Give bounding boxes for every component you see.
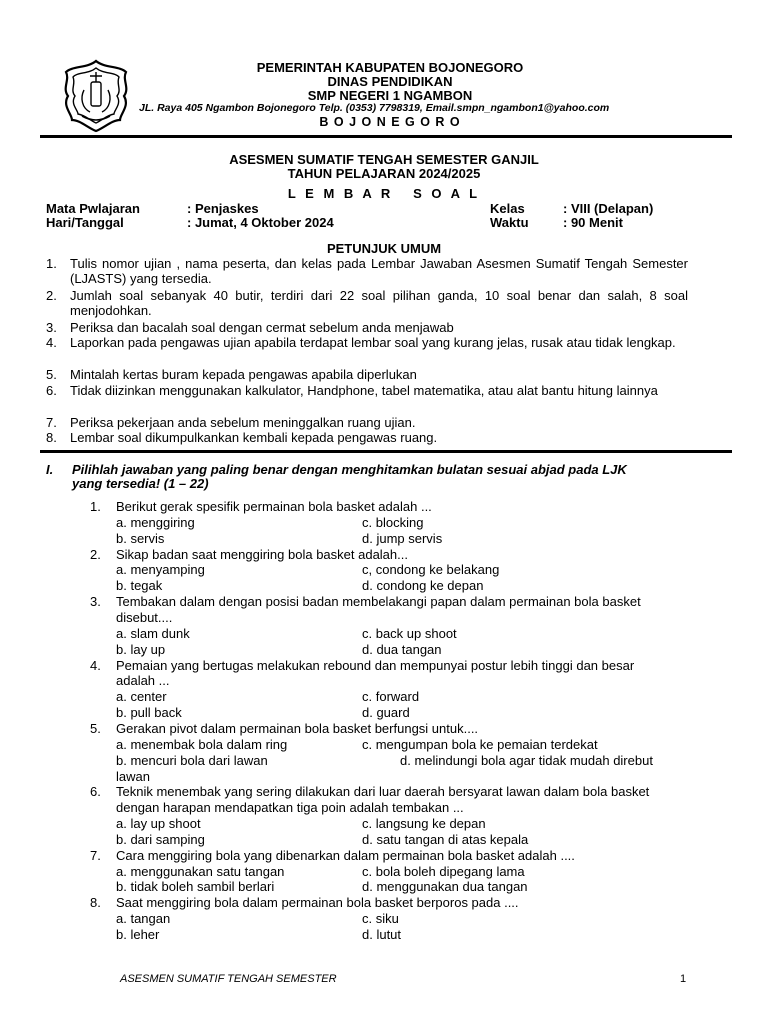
- option-d-cont: lawan: [116, 769, 150, 784]
- option-c: c. langsung ke depan: [362, 816, 486, 831]
- option-b: b. mencuri bola dari lawan: [116, 753, 268, 768]
- question-number: 1.: [90, 499, 101, 514]
- subject-value: : Penjaskes: [187, 201, 259, 216]
- instruction-text: Tulis nomor ujian , nama peserta, dan kelas pada Lembar Jawaban Asesmen Sumatif Tengah Semester (LJASTS) yang tersedia.: [70, 256, 688, 287]
- question-text-cont: disebut....: [116, 610, 173, 625]
- school-title: SMP NEGERI 1 NGAMBON: [307, 88, 473, 103]
- question-text: Berikut gerak spesifik permainan bola basket adalah ...: [116, 499, 432, 514]
- option-d: d. lutut: [362, 927, 402, 942]
- option-d: d. condong ke depan: [362, 578, 484, 593]
- city-name: B O J O N E G O R O: [319, 115, 461, 129]
- instruction-item: [46, 256, 688, 287]
- footer-title: ASESMEN SUMATIF TENGAH SEMESTER: [120, 973, 337, 985]
- date-label: Hari/Tanggal: [46, 215, 124, 230]
- instruction-item: [46, 320, 688, 335]
- option-a: a. slam dunk: [116, 626, 190, 641]
- page-number: 1: [680, 973, 687, 985]
- instruction-item: [46, 367, 688, 382]
- option-d: d. jump servis: [362, 531, 443, 546]
- gov-title: PEMERINTAH KABUPATEN BOJONEGORO: [256, 60, 524, 75]
- option-d: d. melindungi bola agar tidak mudah direbut: [400, 753, 653, 768]
- question-number: 4.: [90, 658, 101, 673]
- section-divider: [40, 450, 732, 453]
- instruction-number: 3.: [46, 320, 57, 335]
- instruction-text: Periksa pekerjaan anda sebelum meninggalkan ruang ujian.: [70, 415, 416, 430]
- instruction-number: 2.: [46, 288, 57, 303]
- section-number: I.: [46, 462, 54, 477]
- time-value: : 90 Menit: [563, 215, 623, 230]
- option-c: c. siku: [362, 911, 399, 926]
- question-text: Cara menggiring bola yang dibenarkan dalam permainan bola basket adalah ....: [116, 848, 575, 863]
- instruction-number: 1.: [46, 256, 57, 271]
- instruction-number: 5.: [46, 367, 57, 382]
- option-b: b. tegak: [116, 578, 163, 593]
- question-text: Gerakan pivot dalam permainan bola basket berfungsi untuk....: [116, 721, 479, 736]
- bojonegoro-crest-icon: [60, 58, 132, 134]
- option-d: d. satu tangan di atas kepala: [362, 832, 529, 847]
- question-text: Tembakan dalam dengan posisi badan membelakangi papan dalam permainan bola basket: [116, 594, 641, 609]
- class-label: Kelas: [490, 201, 525, 216]
- instruction-item: [46, 383, 688, 398]
- question-text-cont: dengan harapan mendapatkan tiga poin adalah tembakan ...: [116, 800, 464, 815]
- exam-title: ASESMEN SUMATIF TENGAH SEMESTER GANJIL: [229, 152, 539, 167]
- instruction-text: Laporkan pada pengawas ujian apabila terdapat lembar soal yang kurang jelas, rusak atau tidak lengkap.: [70, 335, 676, 350]
- school-address: JL. Raya 405 Ngambon Bojonegoro Telp. (0353) 7798319, Email.smpn_ngambon1@yahoo.com: [139, 102, 610, 114]
- option-d: d. dua tangan: [362, 642, 442, 657]
- option-c: c, condong ke belakang: [362, 562, 500, 577]
- letterhead-divider: [40, 135, 732, 138]
- sheet-label: L E M B A R S O A L: [287, 186, 481, 201]
- option-c: c. bola boleh dipegang lama: [362, 864, 525, 879]
- option-c: c. blocking: [362, 515, 424, 530]
- instruction-text: Lembar soal dikumpulkankan kembali kepada pengawas ruang.: [70, 430, 438, 445]
- school-logo: [60, 58, 132, 134]
- option-a: a. center: [116, 689, 167, 704]
- instruction-text: Jumlah soal sebanyak 40 butir, terdiri dari 22 soal pilihan ganda, 10 soal benar dan salah, 8 soal menjodohkan.: [70, 288, 688, 319]
- option-a: a. menembak bola dalam ring: [116, 737, 288, 752]
- question-text: Saat menggiring bola dalam permainan bola basket berporos pada ....: [116, 895, 519, 910]
- instruction-text: Tidak diizinkan menggunakan kalkulator, Handphone, tabel matematika, atau alat bantu hitung lainnya: [70, 383, 658, 398]
- option-b: b. pull back: [116, 705, 182, 720]
- question-text: Teknik menembak yang sering dilakukan dari luar daerah bersyarat lawan dalam bola basket: [116, 784, 650, 799]
- option-b: b. tidak boleh sambil berlari: [116, 879, 275, 894]
- option-d: d. guard: [362, 705, 410, 720]
- option-b: b. dari samping: [116, 832, 205, 847]
- option-c: c. forward: [362, 689, 420, 704]
- option-d: d. menggunakan dua tangan: [362, 879, 528, 894]
- question-number: 6.: [90, 784, 101, 799]
- section-instruction: Pilihlah jawaban yang paling benar dengan menghitamkan bulatan sesuai abjad pada LJK: [72, 462, 627, 477]
- option-a: a. menggunakan satu tangan: [116, 864, 285, 879]
- option-b: b. lay up: [116, 642, 166, 657]
- class-value: : VIII (Delapan): [563, 201, 654, 216]
- instruction-number: 8.: [46, 430, 57, 445]
- option-b: b. leher: [116, 927, 160, 942]
- question-number: 8.: [90, 895, 101, 910]
- instruction-item: [46, 288, 688, 319]
- instruction-text: Periksa dan bacalah soal dengan cermat sebelum anda menjawab: [70, 320, 454, 335]
- option-b: b. servis: [116, 531, 165, 546]
- time-label: Waktu: [490, 215, 529, 230]
- option-a: a. tangan: [116, 911, 171, 926]
- option-a: a. menyamping: [116, 562, 205, 577]
- option-c: c. mengumpan bola ke pemaian terdekat: [362, 737, 598, 752]
- instruction-item: [46, 430, 688, 445]
- question-number: 3.: [90, 594, 101, 609]
- question-text: Sikap badan saat menggiring bola basket adalah...: [116, 547, 408, 562]
- option-a: a. lay up shoot: [116, 816, 201, 831]
- dept-title: DINAS PENDIDIKAN: [327, 74, 453, 89]
- question-text: Pemaian yang bertugas melakukan rebound dan mempunyai postur lebih tinggi dan besar: [116, 658, 635, 673]
- instruction-item: [46, 335, 688, 350]
- option-c: c. back up shoot: [362, 626, 457, 641]
- question-number: 2.: [90, 547, 101, 562]
- section-instruction-cont: yang tersedia! (1 – 22): [72, 476, 209, 491]
- instruction-number: 4.: [46, 335, 57, 350]
- instruction-number: 7.: [46, 415, 57, 430]
- subject-label: Mata Pwlajaran: [46, 201, 140, 216]
- option-a: a. menggiring: [116, 515, 195, 530]
- exam-year: TAHUN PELAJARAN 2024/2025: [287, 166, 481, 181]
- instruction-item: [46, 415, 688, 430]
- instructions-title: PETUNJUK UMUM: [326, 241, 442, 256]
- date-value: : Jumat, 4 Oktober 2024: [187, 215, 334, 230]
- instruction-text: Mintalah kertas buram kepada pengawas apabila diperlukan: [70, 367, 417, 382]
- instruction-number: 6.: [46, 383, 57, 398]
- question-number: 5.: [90, 721, 101, 736]
- question-number: 7.: [90, 848, 101, 863]
- question-text-cont: adalah ...: [116, 673, 170, 688]
